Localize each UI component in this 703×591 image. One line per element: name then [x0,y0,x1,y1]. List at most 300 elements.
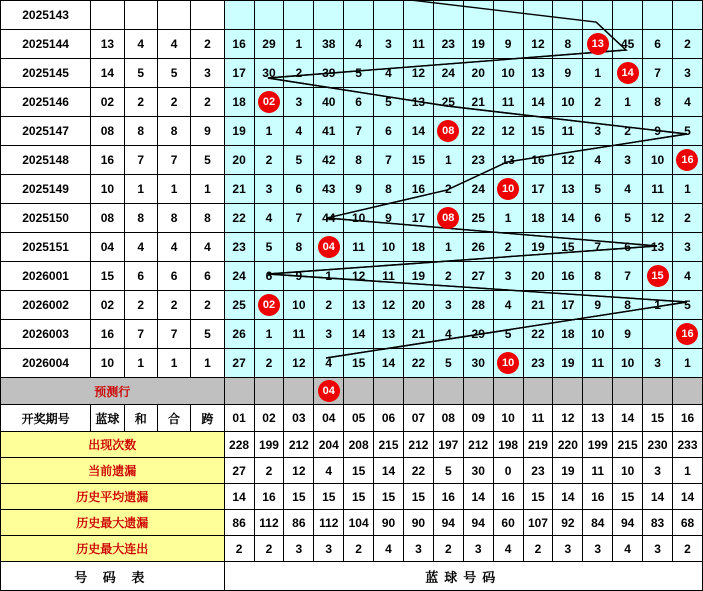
miss-cell: 24 [433,59,463,88]
hit-ball-marker: 10 [497,178,519,200]
miss-cell: 23 [224,233,254,262]
miss-cell: 13 [493,146,523,175]
stats-value: 90 [403,510,433,536]
miss-cell: 7 [643,59,673,88]
miss-cell: 4 [583,146,613,175]
miss-cell: 3 [643,349,673,378]
miss-cell: 22 [224,204,254,233]
table-row [1,117,703,146]
predict-label: 预测行 [1,378,225,405]
miss-cell: 7 [344,117,374,146]
ball-number-header: 08 [433,405,463,432]
span-cell: 3 [191,59,224,88]
miss-cell: 12 [493,117,523,146]
stats-row [1,432,703,458]
stats-value: 3 [284,536,314,562]
span-cell: 1 [191,175,224,204]
stats-value: 3 [463,536,493,562]
miss-cell: 18 [553,320,583,349]
sum-header: 和 [124,405,157,432]
miss-cell: 4 [314,349,344,378]
miss-cell: 9 [374,204,404,233]
miss-cell: 17 [523,175,553,204]
stats-value: 3 [553,536,583,562]
stats-value: 14 [643,484,673,510]
hit-ball-marker: 02 [258,294,280,316]
hz-header: 合 [157,405,190,432]
hz-cell: 7 [157,320,190,349]
issue-cell: 2025146 [1,88,91,117]
sum-cell: 8 [124,117,157,146]
miss-cell: 5 [254,233,284,262]
miss-cell: 10 [344,204,374,233]
hz-cell: 8 [157,204,190,233]
miss-cell: 44 [314,204,344,233]
miss-cell: 19 [523,233,553,262]
predict-cell [284,378,314,405]
hit-ball-marker: 10 [497,352,519,374]
hit-ball-marker: 16 [676,323,698,345]
stats-value: 4 [374,536,404,562]
ball-number-header: 12 [553,405,583,432]
miss-cell: 23 [433,30,463,59]
stats-value: 3 [403,536,433,562]
hz-cell: 4 [157,233,190,262]
stats-value: 14 [224,484,254,510]
miss-cell: 9 [284,262,314,291]
predict-cell [224,378,254,405]
miss-cell: 13 [643,233,673,262]
miss-cell: 5 [672,291,702,320]
blue-ball-cell: 13 [91,30,124,59]
miss-cell [493,1,523,30]
miss-cell: 9 [613,320,643,349]
miss-cell: 29 [254,30,284,59]
ball-number-header: 03 [284,405,314,432]
stats-value: 2 [254,536,284,562]
stats-value: 92 [553,510,583,536]
miss-cell: 8 [344,146,374,175]
stats-value: 212 [463,432,493,458]
hit-ball-marker: 08 [437,207,459,229]
miss-cell: 16 [403,175,433,204]
miss-cell: 15 [523,117,553,146]
predict-cell [463,378,493,405]
miss-cell: 4 [344,30,374,59]
stats-header-row [1,405,703,432]
issue-cell: 2025144 [1,30,91,59]
stats-value: 228 [224,432,254,458]
miss-cell: 3 [314,320,344,349]
miss-cell: 10 [613,349,643,378]
miss-cell: 2 [314,291,344,320]
miss-cell: 9 [344,175,374,204]
miss-cell: 1 [613,88,643,117]
miss-cell: 18 [523,204,553,233]
miss-cell: 16 [523,146,553,175]
span-cell [191,1,224,30]
miss-cell: 10 [284,291,314,320]
miss-cell: 11 [643,175,673,204]
miss-cell: 19 [403,262,433,291]
issue-cell: 2025151 [1,233,91,262]
issue-cell: 2025145 [1,59,91,88]
stats-row-label: 历史最大连出 [1,536,225,562]
miss-cell: 8 [284,233,314,262]
table-row [1,30,703,59]
miss-cell [643,262,673,291]
sum-cell: 2 [124,291,157,320]
table-row [1,59,703,88]
miss-cell: 4 [254,204,284,233]
miss-cell [613,59,643,88]
miss-cell [254,88,284,117]
stats-value: 83 [643,510,673,536]
miss-cell: 11 [493,88,523,117]
stats-row-label: 历史最大遗漏 [1,510,225,536]
issue-cell: 2025148 [1,146,91,175]
table-row [1,204,703,233]
sum-cell: 4 [124,30,157,59]
blue-ball-cell: 16 [91,320,124,349]
stats-value: 112 [314,510,344,536]
miss-cell: 1 [643,291,673,320]
span-cell: 5 [191,146,224,175]
miss-cell: 25 [224,291,254,320]
miss-cell: 3 [254,175,284,204]
hz-cell: 1 [157,175,190,204]
miss-cell: 5 [583,175,613,204]
miss-cell: 2 [254,349,284,378]
stats-value: 0 [493,458,523,484]
hit-ball-marker: 08 [437,120,459,142]
miss-cell [433,117,463,146]
stats-value: 199 [583,432,613,458]
span-cell: 2 [191,30,224,59]
miss-cell: 6 [583,204,613,233]
miss-cell: 27 [463,262,493,291]
miss-cell: 38 [314,30,344,59]
predict-cell [433,378,463,405]
miss-cell [672,1,702,30]
hit-ball-marker: 13 [587,33,609,55]
miss-cell: 39 [314,59,344,88]
miss-cell [493,175,523,204]
stats-value: 212 [403,432,433,458]
table-row [1,1,703,30]
span-cell: 4 [191,233,224,262]
stats-value: 215 [374,432,404,458]
miss-cell [643,320,673,349]
miss-cell [493,349,523,378]
stats-value: 198 [493,432,523,458]
miss-cell: 17 [403,204,433,233]
miss-cell: 1 [493,204,523,233]
miss-cell [613,1,643,30]
stats-value: 30 [463,458,493,484]
miss-cell: 10 [553,88,583,117]
miss-cell: 4 [613,175,643,204]
miss-cell: 42 [314,146,344,175]
stats-value: 4 [314,458,344,484]
miss-cell: 12 [523,30,553,59]
issue-cell: 2025150 [1,204,91,233]
stats-row [1,484,703,510]
hz-cell: 7 [157,146,190,175]
miss-cell: 16 [224,30,254,59]
miss-cell: 26 [224,320,254,349]
stats-value: 204 [314,432,344,458]
miss-cell: 3 [583,117,613,146]
ball-number-header: 04 [314,405,344,432]
miss-cell: 41 [314,117,344,146]
stats-value: 2 [344,536,374,562]
stats-value: 4 [493,536,523,562]
stats-value: 10 [613,458,643,484]
span-header: 跨 [191,405,224,432]
hit-ball-marker: 04 [318,236,340,258]
ball-number-header: 15 [643,405,673,432]
miss-cell: 10 [583,320,613,349]
stats-value: 86 [224,510,254,536]
predict-cell [613,378,643,405]
miss-cell: 20 [403,291,433,320]
miss-cell: 5 [433,349,463,378]
miss-cell: 1 [433,233,463,262]
miss-cell: 28 [463,291,493,320]
issue-cell: 2026003 [1,320,91,349]
miss-cell: 26 [463,233,493,262]
predict-cell [553,378,583,405]
miss-cell: 14 [403,117,433,146]
stats-value: 94 [613,510,643,536]
table-row [1,349,703,378]
miss-cell: 7 [284,204,314,233]
miss-cell: 22 [463,117,493,146]
stats-value: 2 [523,536,553,562]
miss-cell: 3 [433,291,463,320]
miss-cell: 2 [672,204,702,233]
miss-cell: 3 [493,262,523,291]
stats-row-label: 当前遗漏 [1,458,225,484]
stats-value: 3 [583,536,613,562]
sum-cell: 2 [124,88,157,117]
miss-cell [403,1,433,30]
miss-cell: 3 [374,30,404,59]
stats-value: 230 [643,432,673,458]
issue-header: 开奖期号 [1,405,91,432]
miss-cell [433,204,463,233]
miss-cell: 45 [613,30,643,59]
miss-cell: 19 [463,30,493,59]
miss-cell: 19 [553,349,583,378]
miss-cell: 20 [463,59,493,88]
blue-ball-cell: 15 [91,262,124,291]
table-row [1,291,703,320]
miss-cell: 8 [583,262,613,291]
stats-value: 14 [672,484,702,510]
predict-ball-marker: 04 [318,380,340,402]
miss-cell [374,1,404,30]
miss-cell: 11 [403,30,433,59]
miss-cell [583,30,613,59]
miss-cell: 20 [224,146,254,175]
miss-cell [284,1,314,30]
ball-number-header: 10 [493,405,523,432]
hit-ball-marker: 15 [647,265,669,287]
issue-cell: 2025147 [1,117,91,146]
stats-value: 2 [433,536,463,562]
stats-value: 16 [493,484,523,510]
miss-cell [224,1,254,30]
miss-cell: 1 [433,146,463,175]
stats-value: 15 [523,484,553,510]
blue-ball-cell: 16 [91,146,124,175]
span-cell: 6 [191,262,224,291]
miss-cell [463,1,493,30]
sum-cell: 8 [124,204,157,233]
miss-cell: 8 [374,175,404,204]
stats-value: 86 [284,510,314,536]
miss-cell: 13 [523,59,553,88]
miss-cell: 21 [403,320,433,349]
miss-cell: 24 [463,175,493,204]
stats-value: 15 [314,484,344,510]
table-row [1,146,703,175]
stats-row [1,510,703,536]
miss-cell [433,1,463,30]
stats-value: 2 [672,536,702,562]
miss-cell: 2 [672,30,702,59]
hz-cell [157,1,190,30]
miss-cell: 14 [523,88,553,117]
stats-value: 19 [553,458,583,484]
blue-ball-cell: 08 [91,204,124,233]
stats-value: 94 [463,510,493,536]
ball-number-header: 06 [374,405,404,432]
table-row [1,320,703,349]
table-row [1,88,703,117]
miss-cell: 7 [583,233,613,262]
predict-cell [314,378,344,405]
miss-cell [314,1,344,30]
miss-cell: 5 [344,59,374,88]
stats-value: 197 [433,432,463,458]
blue-ball-cell: 02 [91,291,124,320]
miss-cell: 9 [493,30,523,59]
miss-cell: 4 [374,59,404,88]
stats-row-label: 出现次数 [1,432,225,458]
miss-cell: 29 [463,320,493,349]
sum-cell: 1 [124,175,157,204]
ball-number-header: 16 [672,405,702,432]
stats-value: 233 [672,432,702,458]
miss-cell [672,146,702,175]
hz-cell: 6 [157,262,190,291]
miss-cell [523,1,553,30]
span-cell: 2 [191,88,224,117]
blue-ball-cell [91,1,124,30]
stats-value: 15 [613,484,643,510]
miss-cell: 16 [553,262,583,291]
stats-value: 94 [433,510,463,536]
miss-cell: 6 [254,262,284,291]
stats-value: 16 [433,484,463,510]
miss-cell: 30 [463,349,493,378]
miss-cell: 3 [672,59,702,88]
predict-cell [374,378,404,405]
issue-cell: 2026004 [1,349,91,378]
miss-cell: 6 [613,233,643,262]
table-row [1,233,703,262]
miss-cell: 17 [224,59,254,88]
stats-value: 14 [463,484,493,510]
miss-cell: 6 [643,30,673,59]
miss-cell: 3 [613,146,643,175]
miss-cell: 5 [493,320,523,349]
miss-cell: 10 [374,233,404,262]
stats-row-label: 历史平均遗漏 [1,484,225,510]
miss-cell: 11 [374,262,404,291]
miss-cell: 25 [463,204,493,233]
miss-cell: 7 [374,146,404,175]
sum-cell: 1 [124,349,157,378]
miss-cell: 13 [374,320,404,349]
stats-value: 219 [523,432,553,458]
blue-ball-cell: 02 [91,88,124,117]
stats-value: 212 [284,432,314,458]
miss-cell: 2 [583,88,613,117]
miss-cell: 5 [374,88,404,117]
ball-number-header: 13 [583,405,613,432]
predict-cell [523,378,553,405]
miss-cell: 9 [553,59,583,88]
predict-cell [344,378,374,405]
stats-value: 84 [583,510,613,536]
sum-cell: 5 [124,59,157,88]
miss-cell: 12 [344,262,374,291]
miss-cell: 4 [284,117,314,146]
miss-cell: 21 [463,88,493,117]
miss-cell: 21 [523,291,553,320]
footer-right: 蓝球号码 [224,562,702,591]
stats-value: 14 [374,458,404,484]
hz-cell: 2 [157,88,190,117]
hz-cell: 5 [157,59,190,88]
blue-header: 蓝球 [91,405,124,432]
miss-cell: 6 [374,117,404,146]
ball-number-header: 01 [224,405,254,432]
miss-cell: 18 [224,88,254,117]
predict-cell [254,378,284,405]
miss-cell: 9 [643,117,673,146]
miss-cell: 19 [224,117,254,146]
miss-cell: 7 [613,262,643,291]
miss-cell: 8 [553,30,583,59]
stats-value: 112 [254,510,284,536]
hit-ball-marker: 02 [258,91,280,113]
miss-cell: 11 [553,117,583,146]
hz-cell: 8 [157,117,190,146]
issue-cell: 2025143 [1,1,91,30]
miss-cell: 15 [403,146,433,175]
miss-cell: 8 [643,88,673,117]
miss-cell: 1 [672,349,702,378]
hit-ball-marker: 14 [617,62,639,84]
predict-row [1,378,703,405]
miss-cell: 14 [344,320,374,349]
span-cell: 9 [191,117,224,146]
